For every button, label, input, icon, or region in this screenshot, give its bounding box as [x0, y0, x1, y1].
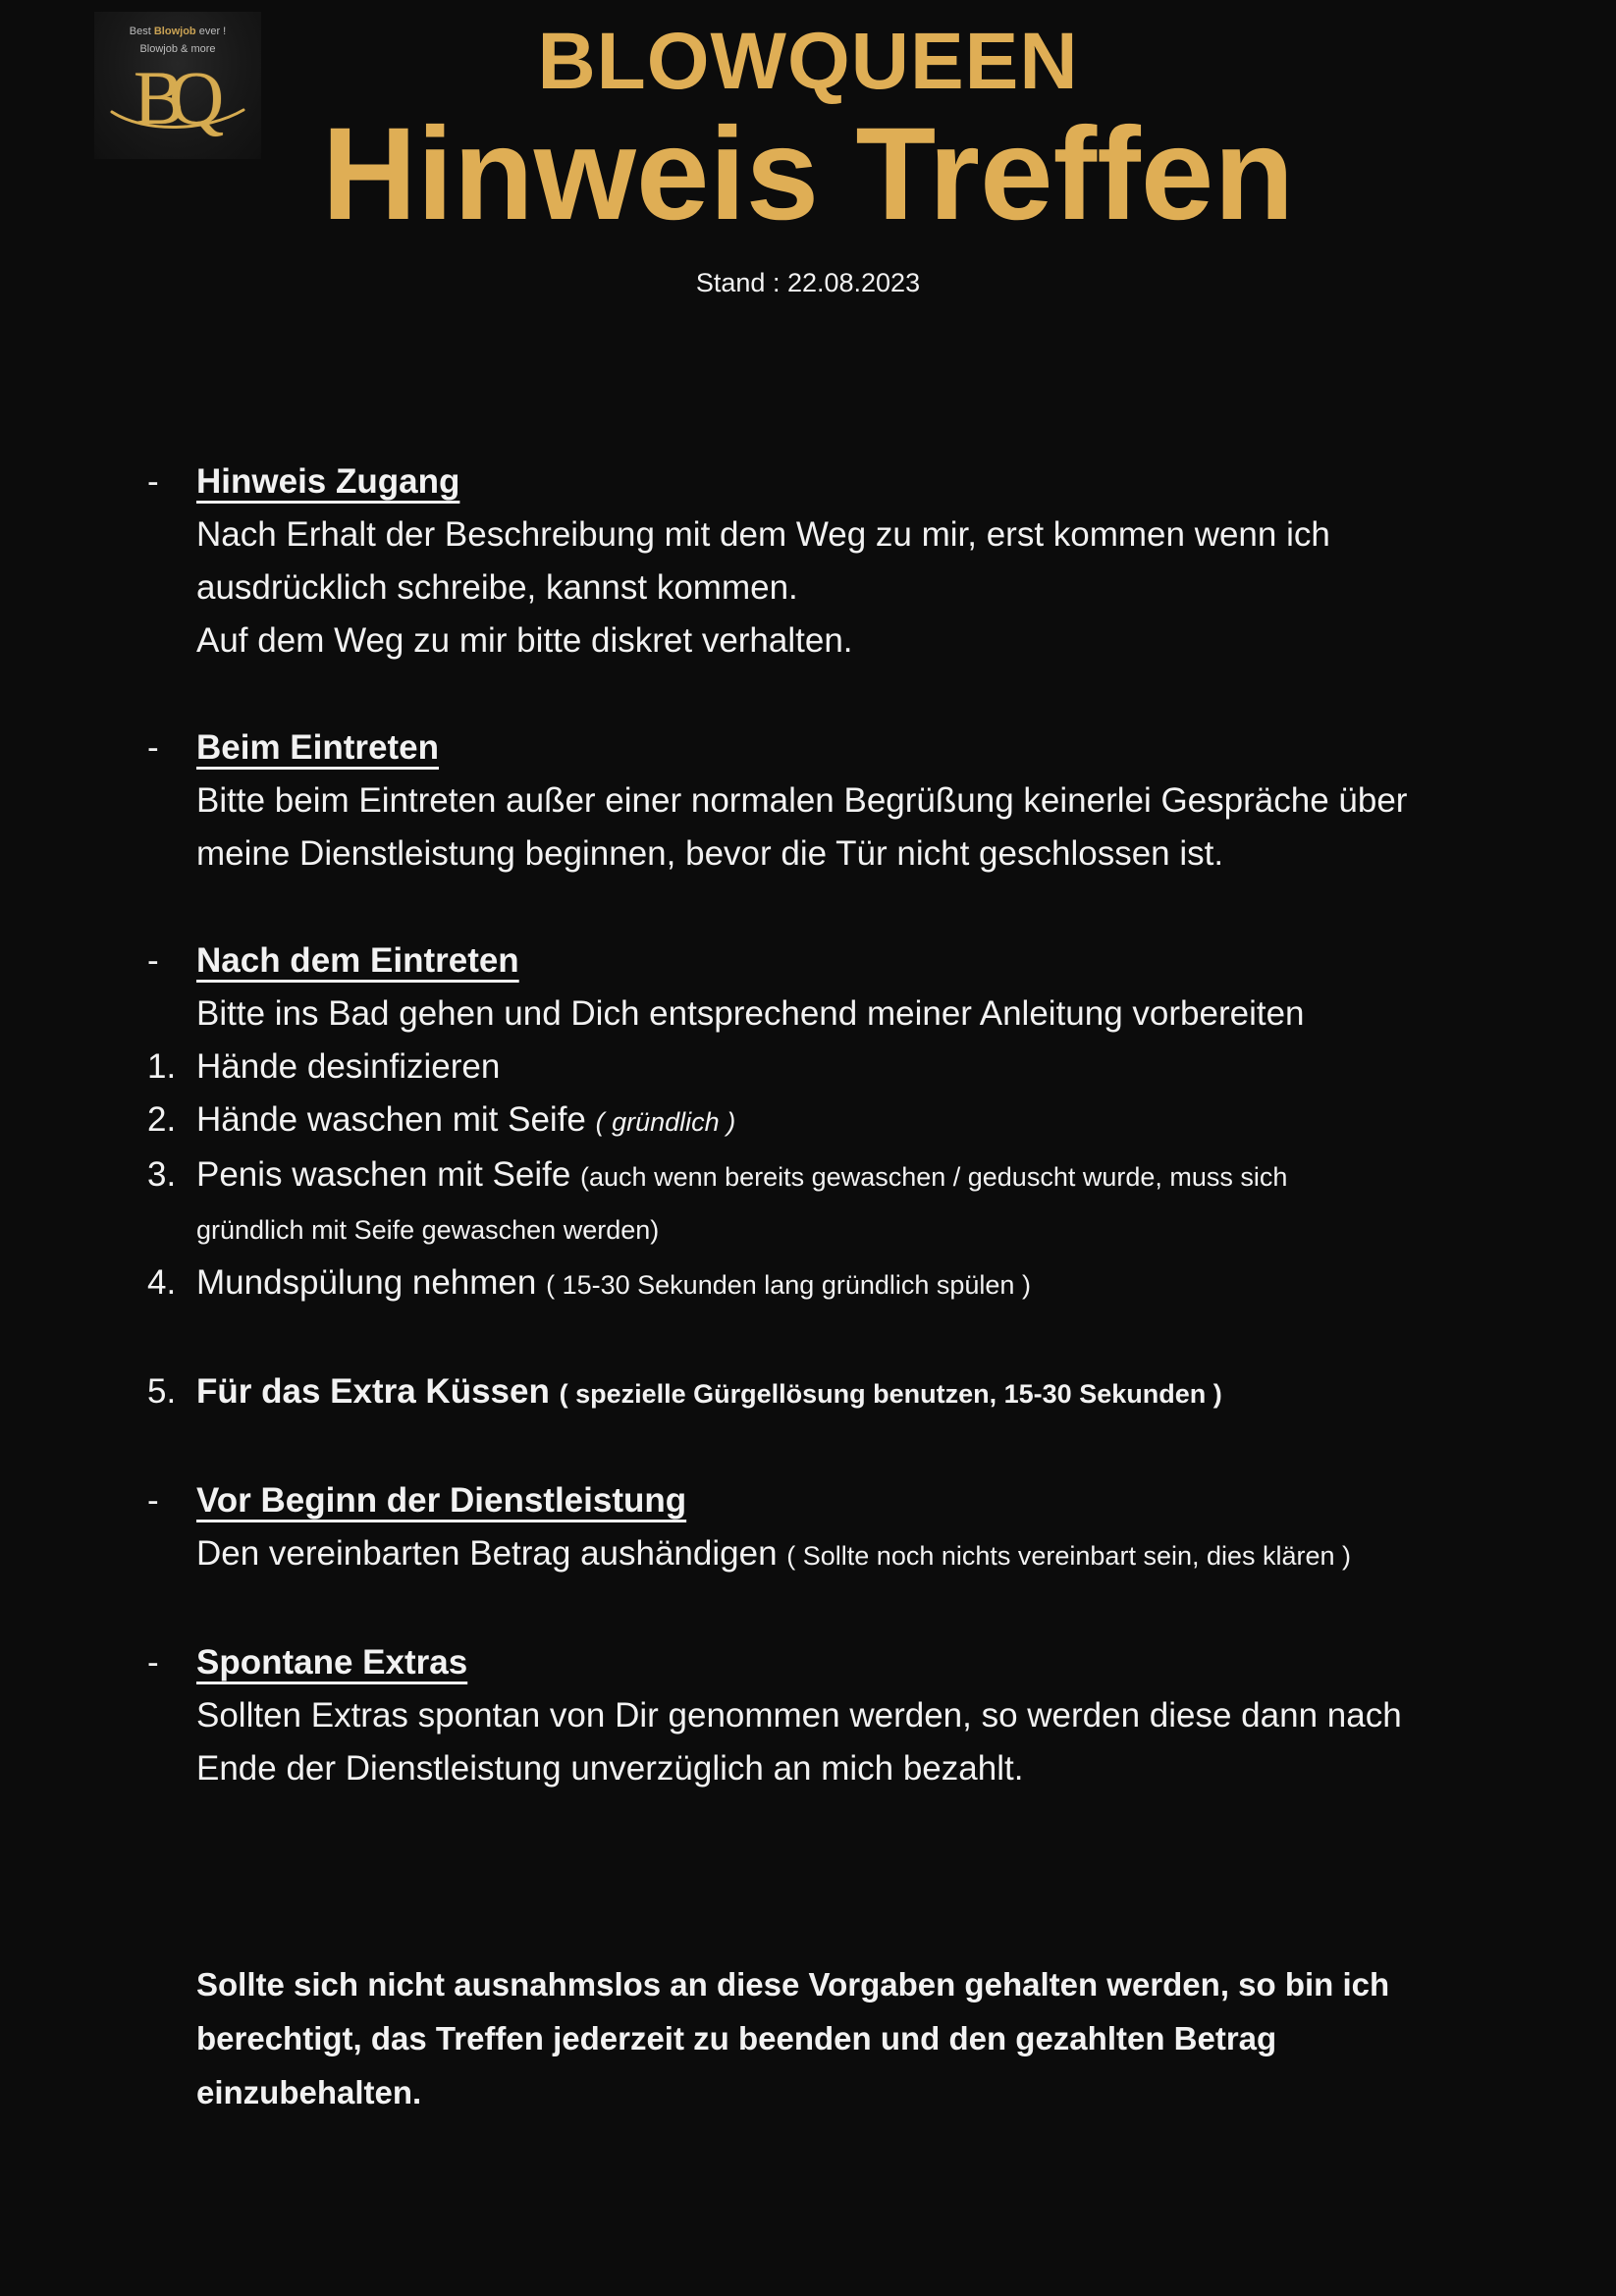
logo-tagline-line2: Blowjob & more	[139, 42, 216, 55]
list-item-note-continuation: gründlich mit Seife gewaschen werden)	[196, 1215, 660, 1245]
section-heading: Beim Eintreten	[196, 728, 439, 767]
list-item-1	[147, 1041, 1532, 1094]
tagline-part2: Blowjob	[153, 26, 196, 37]
list-item-5	[147, 1365, 1532, 1420]
section-heading: Spontane Extras	[196, 1643, 468, 1682]
section-heading: Nach dem Eintreten	[196, 941, 519, 980]
dash-marker: -	[147, 728, 159, 767]
list-item-text	[196, 1094, 1532, 1148]
body-line-main: Den vereinbarten Betrag aushändigen	[196, 1534, 778, 1573]
section-beim-eintreten	[147, 721, 1532, 881]
tagline-part3: ever !	[198, 26, 227, 37]
section-hinweis-zugang	[147, 455, 1532, 667]
list-item-line1	[196, 1148, 1532, 1203]
footer-warning	[147, 1957, 1532, 2119]
list-item-number: 2.	[147, 1100, 177, 1139]
dash-marker: -	[147, 462, 159, 501]
list-item-main: Penis waschen mit Seife	[196, 1155, 571, 1194]
list-item-text: Hände desinfizieren	[196, 1047, 501, 1086]
list-item-row	[147, 1365, 1532, 1420]
body-line	[147, 1527, 1532, 1582]
list-item-number: 4.	[147, 1263, 177, 1302]
list-item-note: (auch wenn bereits gewaschen / geduscht wurde, muss sich	[580, 1162, 1288, 1192]
section-spontane-extras	[147, 1636, 1532, 1795]
dash-marker: -	[147, 941, 159, 980]
heading-row	[147, 934, 1532, 988]
footer-warning-line: Sollte sich nicht ausnahmslos an diese Vorgaben gehalten werden, so bin ich	[196, 1966, 1390, 2002]
body-line-note: ( Sollte noch nichts vereinbart sein, dies klären )	[786, 1541, 1352, 1571]
heading-row	[147, 721, 1532, 774]
list-item-main: Für das Extra Küssen	[196, 1372, 550, 1411]
tagline-part1: Best	[129, 26, 151, 37]
body-line: Auf dem Weg zu mir bitte diskret verhalten.	[196, 621, 853, 660]
list-item-main: Mundspülung nehmen	[196, 1263, 537, 1302]
body-line: meine Dienstleistung beginnen, bevor die Tür nicht geschlossen ist.	[196, 834, 1224, 873]
dash-marker: -	[147, 1481, 159, 1520]
list-item-main: Hände waschen mit Seife	[196, 1100, 586, 1139]
section-vor-beginn	[147, 1474, 1532, 1582]
body-line: Sollten Extras spontan von Dir genommen werden, so werden diese dann nach	[196, 1696, 1402, 1735]
date-line: Stand : 22.08.2023	[695, 267, 921, 297]
list-item-note: ( spezielle Gürgellösung benutzen, 15-30 Sekunden )	[559, 1379, 1222, 1409]
list-item-number: 3.	[147, 1155, 177, 1194]
list-item-number: 1.	[147, 1047, 177, 1086]
heading-row	[147, 1636, 1532, 1689]
blowqueen-logo	[94, 12, 261, 159]
logo-tagline	[130, 24, 226, 58]
list-item-text	[196, 1256, 1532, 1311]
body-line: ausdrücklich schreibe, kannst kommen.	[196, 568, 798, 607]
bq-monogram: BQ	[133, 55, 209, 141]
brand-title: BLOWQUEEN	[537, 17, 1079, 106]
list-item-text	[196, 1148, 1532, 1256]
body-line: Nach Erhalt der Beschreibung mit dem Weg zu mir, erst kommen wenn ich	[196, 515, 1330, 554]
dash-marker: -	[147, 1643, 159, 1682]
body-line: Bitte beim Eintreten außer einer normalen Begrüßung keinerlei Gespräche über	[196, 781, 1408, 820]
heading-row	[147, 1474, 1532, 1527]
list-item-3	[147, 1148, 1532, 1256]
list-item-number: 5.	[147, 1372, 177, 1411]
list-item-note: ( 15-30 Sekunden lang gründlich spülen )	[546, 1270, 1031, 1300]
section-heading: Hinweis Zugang	[196, 462, 460, 501]
document-body	[147, 455, 1532, 2119]
body-line: Ende der Dienstleistung unverzüglich an mich bezahlt.	[196, 1749, 1024, 1788]
page-title: Hinweis Treffen	[321, 101, 1295, 247]
list-item-4	[147, 1256, 1532, 1311]
footer-warning-line: berechtigt, das Treffen jederzeit zu beenden und den gezahlten Betrag	[196, 2020, 1277, 2056]
logo-tagline-line1	[130, 24, 226, 41]
list-item-text	[196, 1365, 1532, 1420]
section-heading: Vor Beginn der Dienstleistung	[196, 1481, 687, 1520]
heading-row	[147, 455, 1532, 508]
footer-warning-line: einzubehalten.	[196, 2074, 422, 2110]
list-item-note: ( gründlich )	[595, 1107, 736, 1137]
swoosh-icon	[110, 108, 245, 133]
body-line: Bitte ins Bad gehen und Dich entsprechend meiner Anleitung vorbereiten	[196, 994, 1305, 1033]
section-nach-dem-eintreten	[147, 934, 1532, 1311]
list-item-2	[147, 1094, 1532, 1148]
